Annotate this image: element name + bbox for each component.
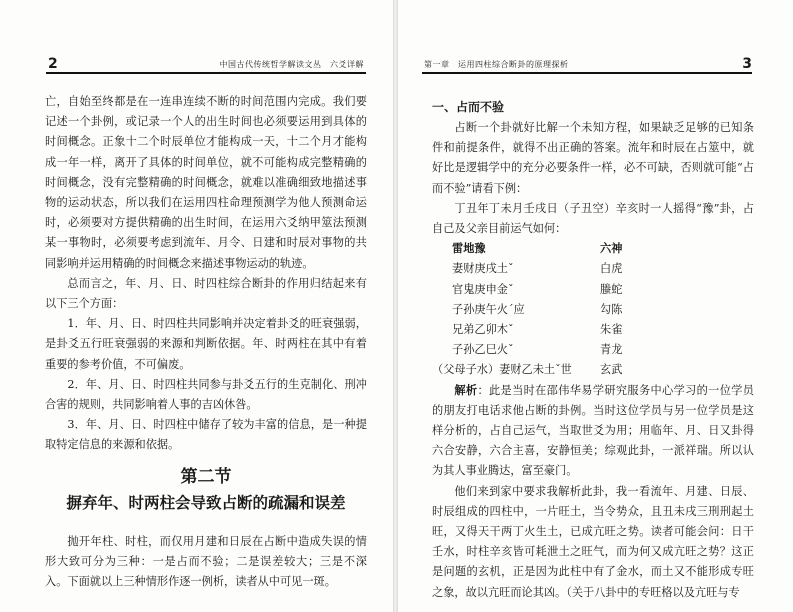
line-relation: 子孙庚午火ˊ应 xyxy=(452,302,525,316)
hexagram-line xyxy=(432,360,754,380)
paragraph: 丁丑年丁未月壬戌日（子丑空）辛亥时一人摇得“豫”卦，占自己及父亲目前运气如何： xyxy=(432,201,754,236)
paragraph: 占断一个卦就好比解一个未知方程，如果缺乏足够的已知条件和前提条件，就得不出正确的答案。流年和时辰在占筮中，就好比是逻辑学中的充分必要条件一样，必不可缺，否则就可能“占而不验”请看下例： xyxy=(432,121,754,195)
line-spirit: 勾陈 xyxy=(600,302,623,316)
page-number: 3 xyxy=(742,56,752,72)
line-spirit: 玄武 xyxy=(600,363,623,377)
right-page-body xyxy=(432,92,754,603)
left-page xyxy=(0,0,395,612)
hexagram-line xyxy=(432,300,754,320)
section-title: 摒弃年、时两柱会导致占断的疏漏和误差 xyxy=(66,493,346,512)
line-relation: 妻财庚戌土ˇ xyxy=(452,262,514,276)
analysis-label: 解析 xyxy=(454,383,478,397)
hexagram-line xyxy=(432,280,754,300)
hexagram-table xyxy=(432,239,754,380)
line-spirit: 朱雀 xyxy=(600,322,623,336)
line-spirit: 青龙 xyxy=(600,343,623,357)
left-page-body xyxy=(45,92,367,592)
line-relation: 兄弟乙卯木ˇ xyxy=(452,322,514,336)
line-relation: 官鬼庚申金ˇ xyxy=(452,282,514,296)
header-rule xyxy=(46,72,366,74)
running-header-title: 中国古代传统哲学解读文丛 六爻详解 xyxy=(219,60,364,69)
section-number: 第二节 xyxy=(180,466,232,487)
running-header-title: 第一章 运用四柱综合断卦的原理探析 xyxy=(424,60,569,69)
paragraph: 3．年、月、日、时四柱中储存了较为丰富的信息，是一种提取特定信息的来源和依据。 xyxy=(45,418,367,452)
line-spirit: 螣蛇 xyxy=(600,282,623,296)
paragraph: 总而言之，年、月、日、时四柱综合断卦的作用归结起来有以下三个方面： xyxy=(45,276,367,311)
paragraph: 1．年、月、日、时四柱共同影响并决定着卦爻的旺衰强弱，是卦爻五行旺衰强弱的来源和判断依据。年、时两柱在其中有着重要的参考价值，不可偏废。 xyxy=(45,317,367,371)
analysis-paragraph xyxy=(432,381,754,482)
paragraph: 他们来到家中要求我解析此卦，我一看流年、月建、日辰、时辰组成的四柱中，一片旺土，当令势众，且丑未戌三刑刑起土旺，又得天干两丁火生土，已成亢旺之势。读者可能会问：日干壬水，时柱辛亥皆可耗泄土之旺气，而为何又成亢旺之势？这正是问题的玄机，正是因为此柱中有了金水，而土又不能形成专旺之象，故以亢旺而论其凶。（关于八卦中的专旺格以及亢旺与专 xyxy=(432,484,754,599)
page-number: 2 xyxy=(48,56,58,72)
line-relation: （父母子水）妻财乙未土ˇ世 xyxy=(432,363,572,377)
hexagram-name: 雷地豫 xyxy=(452,242,486,256)
hexagram-header-row xyxy=(432,239,754,259)
right-page-header xyxy=(422,56,752,74)
subheading: 一、占而不验 xyxy=(432,100,505,114)
hexagram-line xyxy=(432,340,754,360)
paragraph: 2．年、月、日、时四柱共同参与卦爻五行的生克制化、刑冲合害的规则，共同影响着人事的吉凶休咎。 xyxy=(45,377,367,412)
analysis-text: ：此是当时在邵伟华易学研究服务中心学习的一位学员的朋友打电话求他占断的卦例。当时这位学员与另一位学员是这样分析的，占自己运气，当取世爻为用；用临年、月、日又卦得六合安静，六合主喜，安静恒美；综观此卦，一派祥瑞。所以认为其人事业腾达，富至豪门。 xyxy=(432,383,754,478)
header-rule xyxy=(422,72,752,74)
hexagram-line xyxy=(432,320,754,340)
right-page xyxy=(398,0,793,612)
line-relation: 子孙乙巳火ˇ xyxy=(452,343,514,357)
paragraph: 抛开年柱、时柱，而仅用月建和日辰在占断中造成失误的情形大致可分为三种：一是占而不验；二是误差较大；三是不深入。下面就以上三种情形作逐一例析，读者从中可见一斑。 xyxy=(45,534,367,589)
six-spirits-header: 六神 xyxy=(600,242,623,256)
hexagram-line xyxy=(432,259,754,279)
paragraph: 亡，自始至终都是在一连串连续不断的时间范围内完成。我们要记述一个卦例，或记录一个人的出生时间也必须要运用到具体的时间概念。正象十二个时辰单位才能构成一天，十二个月才能构成一年一样，离开了具体的时间单位，就不可能构成完整精确的时间概念，没有完整精确的时间概念，就难以准确细致地描述事物的运动状态，所以我们在运用四柱命理预测学为他人预测命运时，必须要对方提供精确的出生时间，在运用六爻纳甲筮法预测某一事物时，必须要考虑到流年、月令、日建和时辰对事物的共同影响并运用精确的时间概念来描述事物运动的轨迹。 xyxy=(45,95,367,270)
line-spirit: 白虎 xyxy=(600,262,623,276)
left-page-header xyxy=(46,56,366,74)
